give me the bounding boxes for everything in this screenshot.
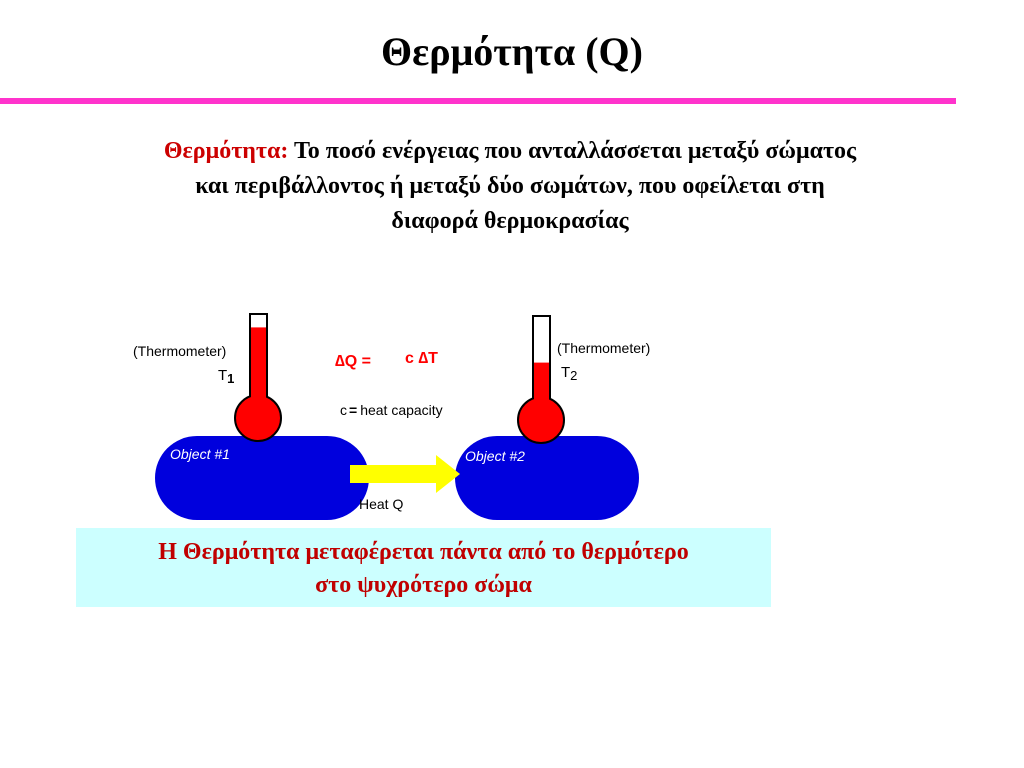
definition-line-2: και περιβάλλοντος ή μεταξύ δύο σωμάτων, που οφείλεται στη	[195, 173, 825, 199]
t2-label	[561, 364, 577, 383]
conclusion-callout	[76, 528, 771, 607]
t1-subscript: 1	[227, 371, 235, 386]
equation-left: ∆Q =	[335, 353, 372, 370]
callout-line-1: Η Θερμότητα μεταφέρεται πάντα από το θερμότερο	[158, 539, 689, 565]
definition-term: Θερμότητα:	[163, 138, 289, 164]
definition-line-3: διαφορά θερμοκρασίας	[391, 208, 629, 234]
t1-label	[218, 367, 234, 386]
definition-line-1-text: Το ποσό ενέργειας που ανταλλάσσεται μεταξύ σώματος	[293, 138, 857, 164]
object-2-label: Object #2	[465, 448, 525, 464]
heat-capacity-equals: =	[349, 402, 358, 418]
heat-capacity-symbol: c	[340, 402, 347, 418]
thermometer-right-neck	[534, 394, 549, 404]
t2-subscript: 2	[570, 368, 578, 383]
heat-label: Heat Q	[359, 496, 404, 512]
slide-title: Θερμότητα (Q)	[381, 29, 643, 74]
callout-line-2: στο ψυχρότερο σώμα	[315, 572, 532, 598]
t2-letter: T	[561, 364, 571, 381]
thermometer-left-label: (Thermometer)	[133, 343, 227, 359]
heat-capacity-legend	[340, 402, 443, 418]
t1-letter: T	[218, 367, 228, 384]
thermometer-left-neck	[251, 392, 266, 402]
thermometer-right-label: (Thermometer)	[557, 340, 651, 356]
heat-capacity-text: heat capacity	[360, 402, 443, 418]
equation-right: c ∆T	[405, 350, 438, 367]
thermometer-left-mercury	[251, 327, 266, 398]
heat-arrow-shaft	[350, 465, 440, 483]
object-1-label: Object #1	[170, 446, 230, 462]
